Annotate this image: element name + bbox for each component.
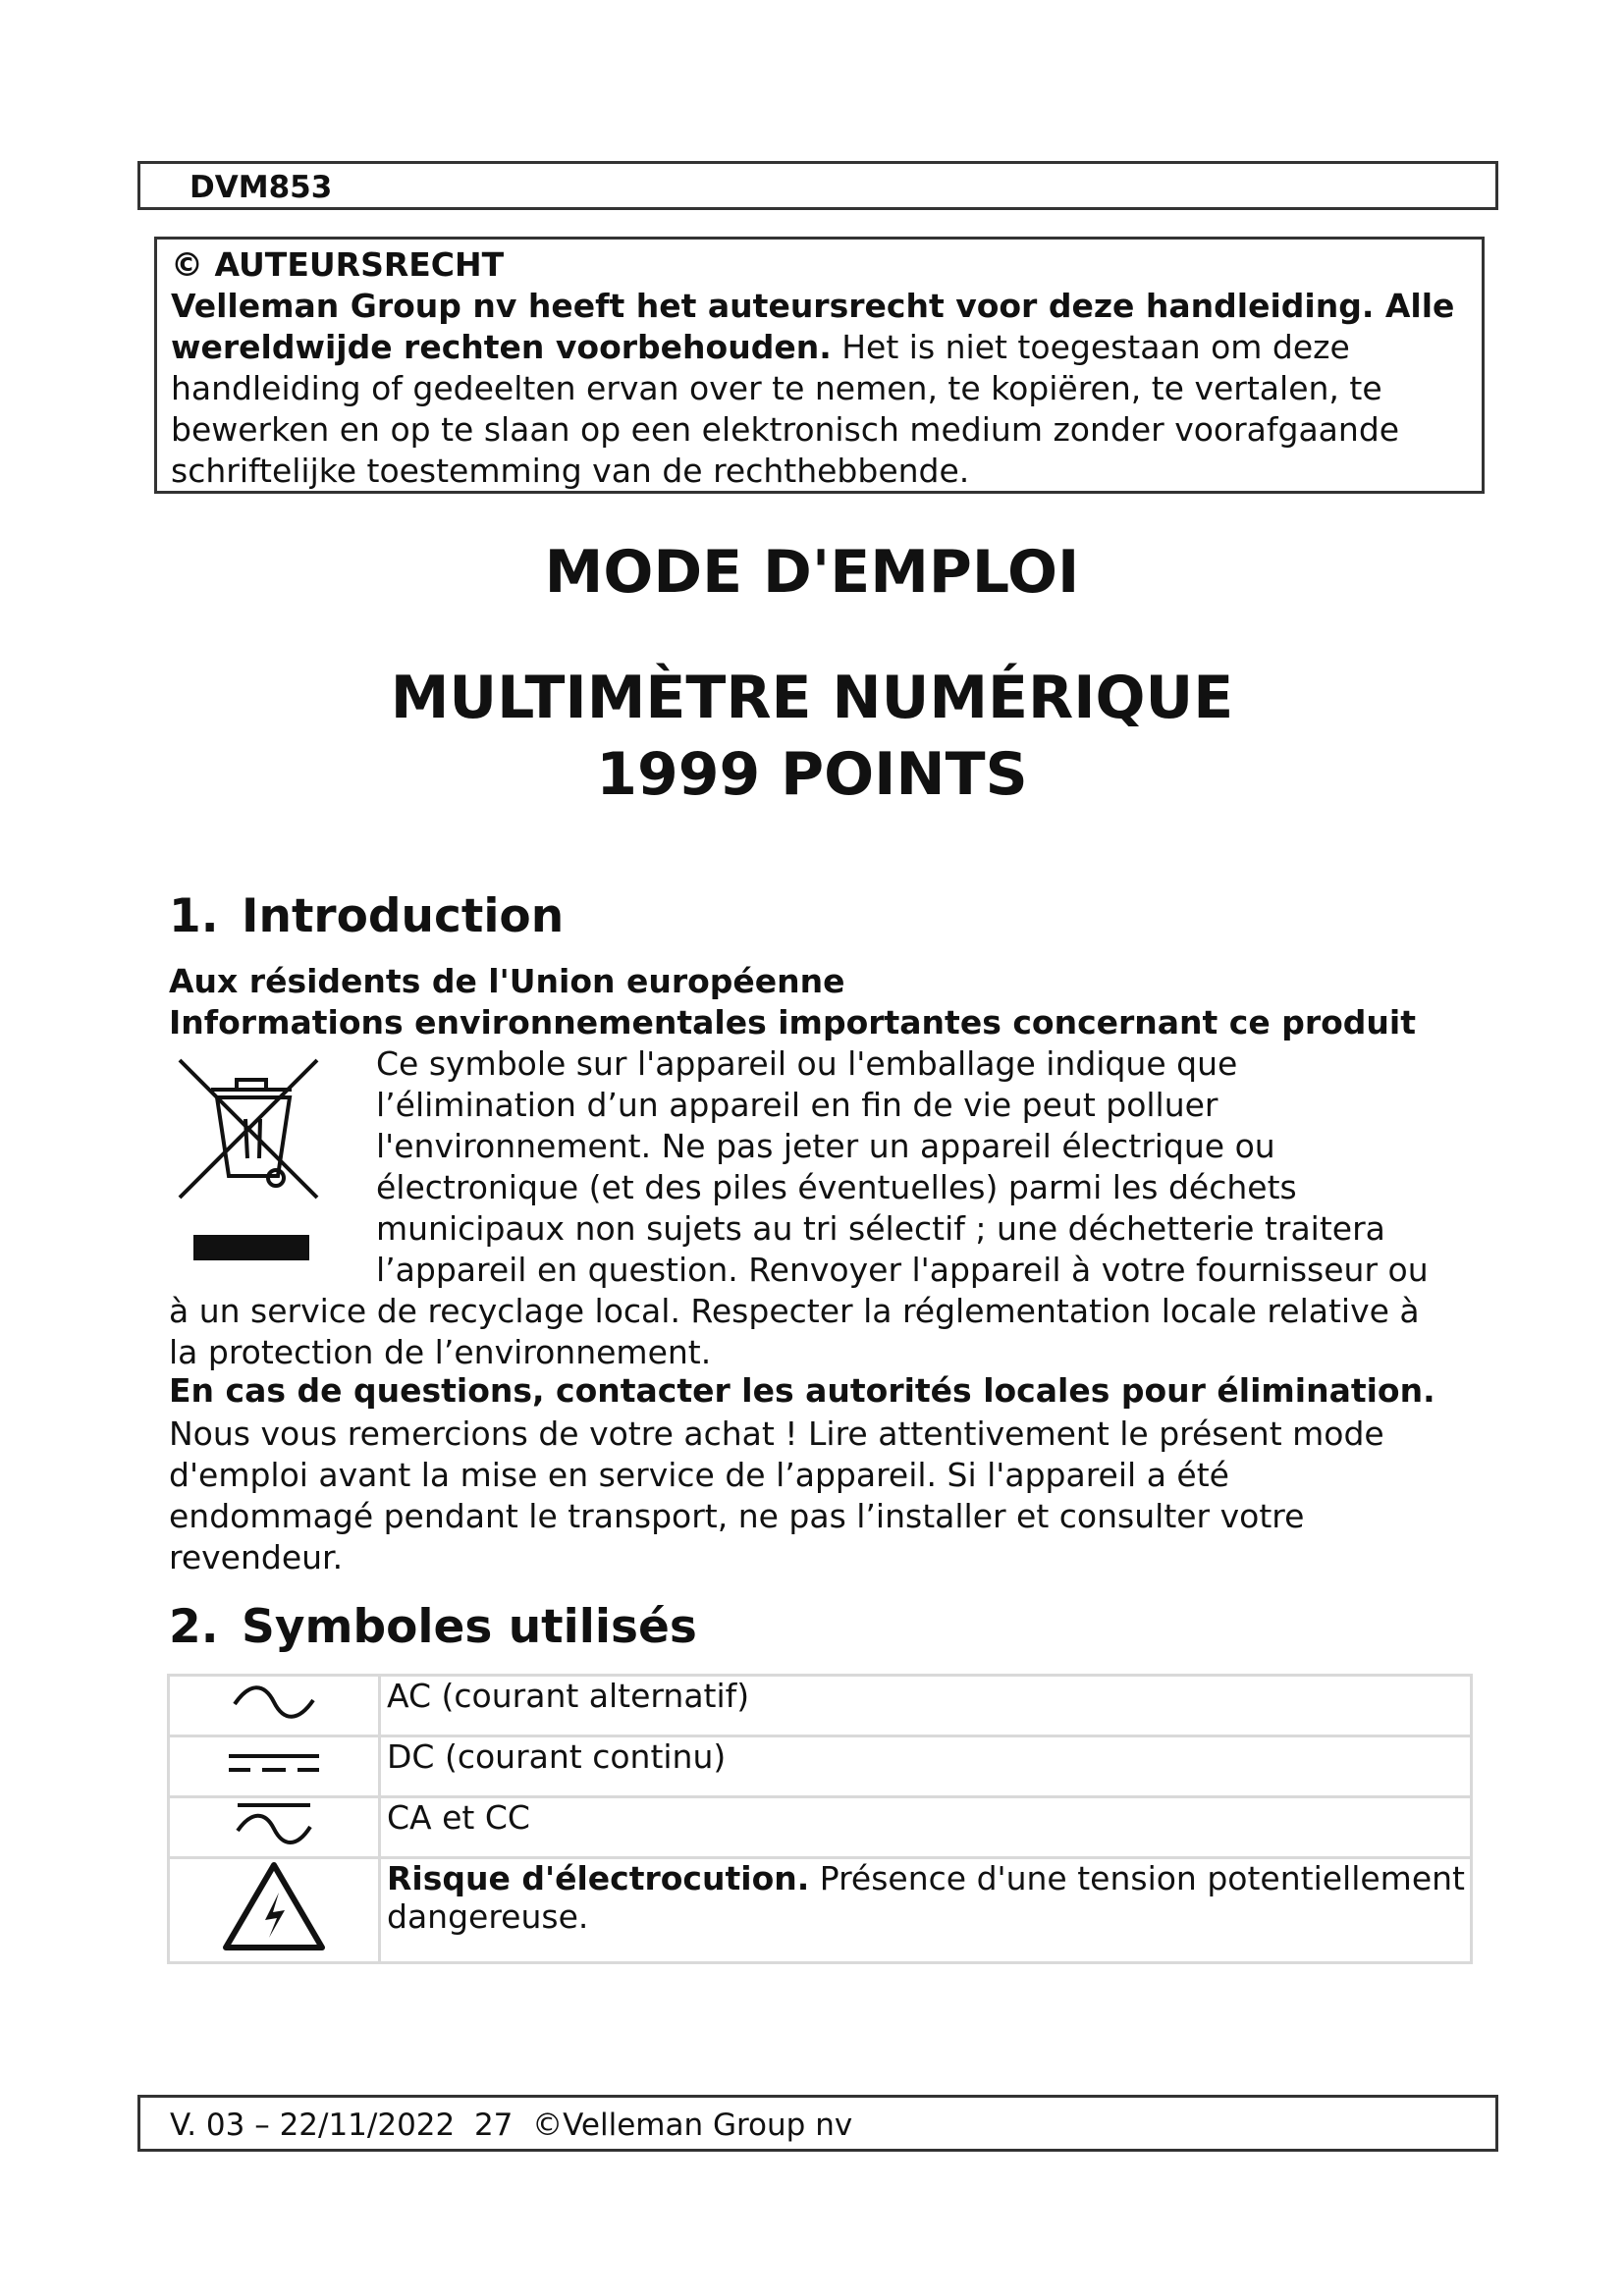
environment-subheading: Informations environnementales importantes concernant ce produit [169, 1003, 1417, 1041]
section-2-title: Symboles utilisés [242, 1600, 697, 1654]
thanks-line: Nous vous remercions de votre achat ! Lire attentivement le présent mode [169, 1415, 1384, 1453]
title-line-2: MULTIMÈTRE NUMÉRIQUE [390, 664, 1234, 732]
weee-line: municipaux non sujets au tri sélectif ; une déchetterie traitera [376, 1209, 1385, 1248]
shock-risk-text: Présence d'une tension potentiellement dangereuse. [387, 1859, 1465, 1936]
thanks-line: endommagé pendant le transport, ne pas l’installer et consulter votre [169, 1497, 1305, 1535]
table-row [169, 1797, 1472, 1858]
eu-residents-subheading: Aux résidents de l'Union européenne [169, 962, 845, 1000]
symbol-description: AC (courant alternatif) [380, 1676, 1472, 1736]
weee-continued-text [169, 1291, 1420, 1373]
weee-crossed-bin-icon [172, 1050, 324, 1266]
title-line-3: 1999 POINTS [596, 740, 1028, 809]
weee-after-line: la protection de l’environnement. [169, 1333, 712, 1371]
copyright-normal-text: Het is niet toegestaan om deze handleiding of gedeelten ervan over te nemen, te kopiëren, te vertalen, te bewerken en op te slaan op een elektronisch medium zonder voorafgaande schriftelijke toestemming van de rechthebbende. [171, 328, 1400, 490]
weee-line: électronique (et des piles éventuelles) parmi les déchets [376, 1168, 1297, 1206]
symbol-description [380, 1858, 1472, 1963]
thanks-line: d'emploi avant la mise en service de l’appareil. Si l'appareil a été [169, 1456, 1229, 1494]
thanks-paragraph [169, 1414, 1384, 1578]
shock-risk-label: Risque d'électrocution. [387, 1859, 810, 1897]
copyright-notice [154, 237, 1485, 494]
table-row [169, 1736, 1472, 1797]
copyright-heading: © AUTEURSRECHT [171, 245, 505, 284]
disposal-note: En cas de questions, contacter les autorités locales pour élimination. [169, 1371, 1435, 1410]
section-1-title: Introduction [242, 889, 565, 943]
symbols-table [167, 1674, 1473, 1964]
document-header [137, 161, 1498, 210]
copyright-bold-text: Velleman Group nv heeft het auteursrecht voor deze handleiding. Alle wereldwijde rechten voorbehouden. [171, 287, 1455, 366]
table-row [169, 1858, 1472, 1963]
weee-line: l’élimination d’un appareil en fin de vie peut polluer [376, 1086, 1218, 1124]
dc-icon [169, 1736, 380, 1797]
weee-line: l’appareil en question. Renvoyer l'appareil à votre fournisseur ou [376, 1251, 1429, 1289]
thanks-line: revendeur. [169, 1538, 344, 1576]
section-2-number: 2. [169, 1600, 219, 1654]
title-line-1: MODE D'EMPLOI [544, 538, 1080, 607]
ac-icon [169, 1676, 380, 1736]
symbols-table-wrapper [167, 1674, 1473, 1964]
section-1-heading [169, 889, 564, 943]
section-2-heading [169, 1600, 697, 1654]
symbol-description: CA et CC [380, 1797, 1472, 1858]
weee-text-block [376, 1043, 1429, 1291]
footer-version-text: V. 03 – 22/11/2022 27 ©Velleman Group nv [170, 2108, 853, 2143]
weee-line: Ce symbole sur l'appareil ou l'emballage indique que [376, 1044, 1238, 1083]
weee-line: l'environnement. Ne pas jeter un appareil électrique ou [376, 1127, 1275, 1165]
table-row [169, 1676, 1472, 1736]
electric-shock-warning-icon [169, 1858, 380, 1963]
section-1-number: 1. [169, 889, 219, 943]
model-code: DVM853 [189, 170, 333, 205]
ac-dc-icon [169, 1797, 380, 1858]
weee-after-line: à un service de recyclage local. Respecter la réglementation locale relative à [169, 1292, 1420, 1330]
document-footer [137, 2095, 1498, 2152]
symbol-description: DC (courant continu) [380, 1736, 1472, 1797]
copyright-body [171, 286, 1468, 492]
